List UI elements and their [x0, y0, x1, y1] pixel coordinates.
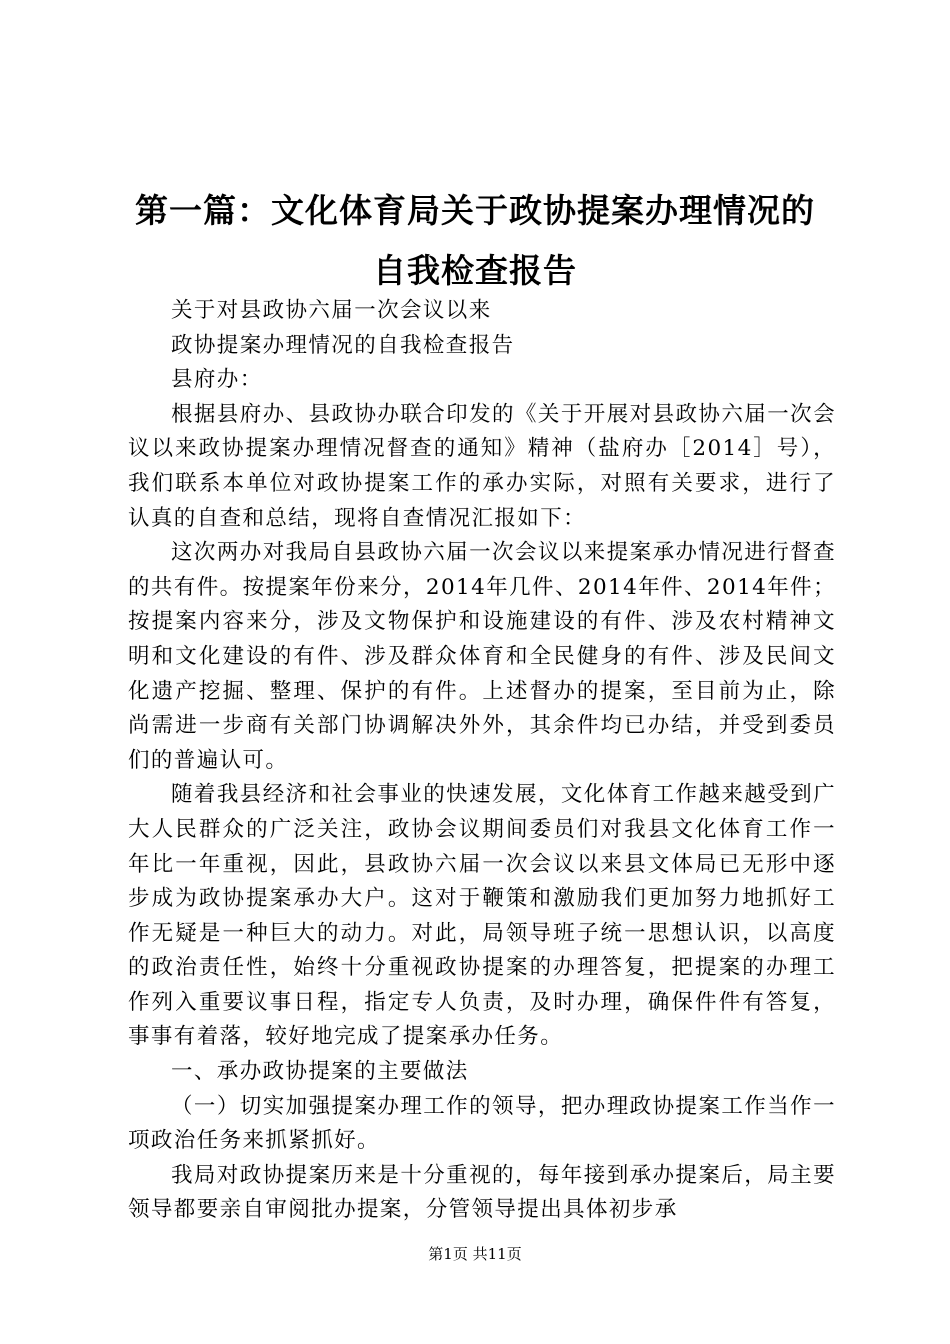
document-body [128, 294, 836, 1228]
section-heading: 一、承办政协提案的主要做法 [171, 1059, 469, 1085]
subject-line-2: 政协提案办理情况的自我检查报告 [171, 332, 515, 358]
document-title-line1: 第一篇：文化体育局关于政协提案办理情况的 [135, 191, 815, 230]
body-paragraph: 根据县府办、县政协办联合印发的《关于开展对县政协六届一次会议以来政协提案办理情况督查的通知》精神（盐府办［2014］号），我们联系本单位对政协提案工作的承办实际，对照有关要求，进行了认真的自查和总结，现将自查情况汇报如下： [128, 401, 836, 531]
page-footer: 第1页 共11页 [428, 1245, 522, 1263]
subsection-heading: （一）切实加强提案办理工作的领导，把办理政协提案工作当作一项政治任务来抓紧抓好。 [128, 1093, 836, 1154]
addressee: 县府办： [171, 367, 263, 393]
body-paragraph: 这次两办对我局自县政协六届一次会议以来提案承办情况进行督查的共有件。按提案年份来分，2014年几件、2014年件、2014年件；按提案内容来分，涉及文物保护和设施建设的有件、涉及农村精神文明和文化建设的有件、涉及群众体育和全民健身的有件、涉及民间文化遗产挖掘、整理、保护的有件。上述督办的提案，至目前为止，除尚需进一步商有关部门协调解决外外，其余件均已办结，并受到委员们的普遍认可。 [128, 540, 836, 773]
body-paragraph: 我局对政协提案历来是十分重视的，每年接到承办提案后，局主要领导都要亲自审阅批办提案，分管领导提出具体初步承 [128, 1162, 836, 1223]
document-title-line2: 自我检查报告 [373, 251, 577, 290]
body-paragraph: 随着我县经济和社会事业的快速发展，文化体育工作越来越受到广大人民群众的广泛关注，政协会议期间委员们对我县文化体育工作一年比一年重视，因此，县政协六届一次会议以来县文体局已无形中逐步成为政协提案承办大户。这对于鞭策和激励我们更加努力地抓好工作无疑是一种巨大的动力。对此，局领导班子统一思想认识，以高度的政治责任性，始终十分重视政协提案的办理答复，把提案的办理工作列入重要议事日程，指定专人负责，及时办理，确保件件有答复，事事有着落，较好地完成了提案承办任务。 [128, 782, 836, 1050]
subject-line-1: 关于对县政协六届一次会议以来 [171, 298, 492, 323]
